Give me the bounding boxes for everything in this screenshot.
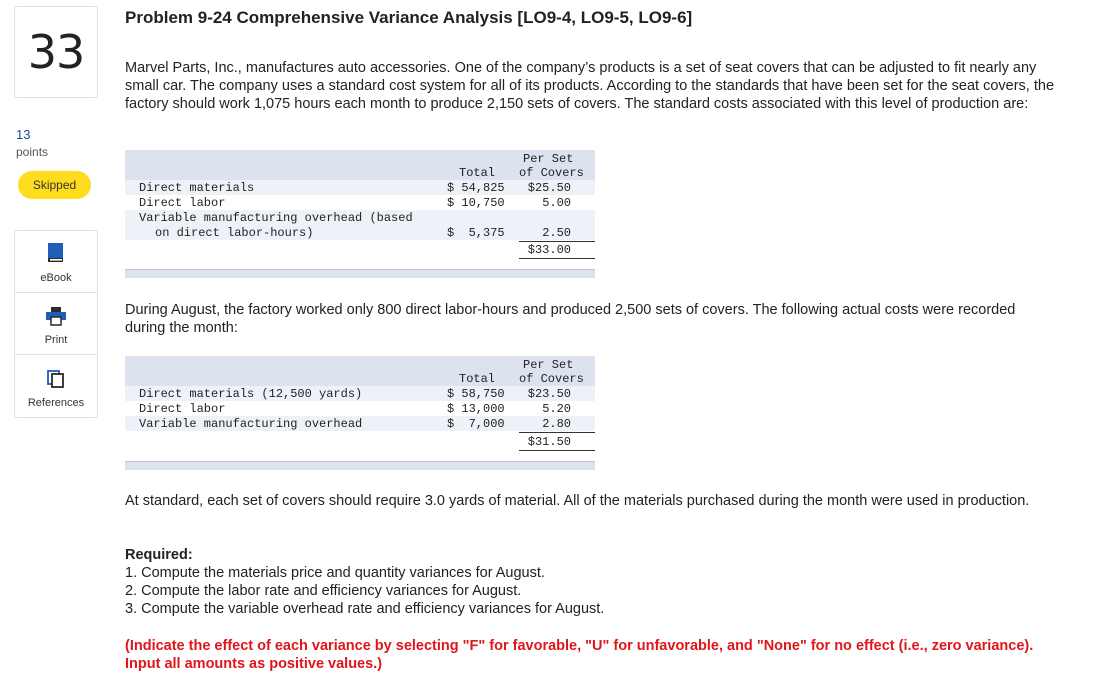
table-row-total: $ 10,750 bbox=[447, 196, 505, 210]
table-row-total: $ 54,825 bbox=[447, 181, 505, 195]
per-set-header-2: of Covers bbox=[519, 372, 584, 386]
question-number: 33 bbox=[27, 25, 85, 79]
table-sum-per-set: $33.00 bbox=[519, 243, 595, 259]
table-row-per-set: 2.50 bbox=[519, 226, 595, 242]
print-button[interactable] bbox=[15, 293, 97, 355]
references-button[interactable] bbox=[15, 355, 97, 417]
question-number-box bbox=[14, 6, 98, 98]
per-set-header-2: of Covers bbox=[519, 166, 584, 180]
table-row-total: $ 5,375 bbox=[447, 226, 505, 240]
print-label: Print bbox=[44, 334, 68, 346]
standard-paragraph: At standard, each set of covers should require 3.0 yards of material. All of the materials purchased during the month were used in production. bbox=[125, 493, 1030, 509]
actual-cost-table bbox=[125, 356, 595, 470]
table-row-per-set: $25.50 bbox=[527, 181, 571, 195]
required-item: 3. Compute the variable overhead rate and efficiency variances for August. bbox=[125, 601, 605, 617]
table-sum-per-set: $31.50 bbox=[519, 435, 595, 451]
ebook-button[interactable] bbox=[15, 231, 97, 293]
per-set-header-1: Per Set bbox=[523, 152, 574, 166]
table-row-label: Variable manufacturing overhead bbox=[139, 417, 363, 431]
standard-cost-table bbox=[125, 150, 595, 278]
table-row-per-set: 5.20 bbox=[542, 402, 571, 416]
required-heading: Required: bbox=[125, 547, 193, 563]
table-row-label: Direct materials bbox=[139, 181, 255, 195]
august-paragraph: During August, the factory worked only 800 direct labor-hours and produced 2,500 sets of covers. The following actual costs were recorded during the month: bbox=[125, 302, 1016, 336]
instruction-note: (Indicate the effect of each variance by selecting "F" for favorable, "U" for unfavorable, and "None" for no effect (i.e., zero variance). Input all amounts as positive values.) bbox=[125, 638, 1034, 672]
printer-icon bbox=[45, 306, 67, 326]
table-row-total: $ 7,000 bbox=[447, 417, 505, 431]
tools-panel bbox=[14, 230, 98, 418]
table-row-per-set: 2.80 bbox=[519, 417, 595, 433]
book-icon bbox=[46, 242, 66, 264]
per-set-header-1: Per Set bbox=[523, 358, 574, 372]
references-label: References bbox=[27, 397, 85, 409]
total-header: Total bbox=[459, 166, 496, 180]
table-row-label: Direct materials (12,500 yards) bbox=[139, 387, 363, 401]
total-header: Total bbox=[459, 372, 496, 386]
table-row-label: Direct labor bbox=[139, 402, 226, 416]
table-row-label: Variable manufacturing overhead (based bbox=[139, 211, 413, 225]
table-row-label-cont: on direct labor-hours) bbox=[155, 226, 314, 240]
required-item: 1. Compute the materials price and quantity variances for August. bbox=[125, 565, 545, 581]
references-icon bbox=[46, 369, 66, 389]
ebook-label: eBook bbox=[40, 272, 72, 284]
required-item: 2. Compute the labor rate and efficiency variances for August. bbox=[125, 583, 522, 599]
intro-paragraph: Marvel Parts, Inc., manufactures auto accessories. One of the company’s products is a set of seat covers that can be adjusted to fit nearly any small car. The company uses a standard cost system for all of its products. According to the standards that have been set for the seat covers, the factory should work 1,075 hours each month to produce 2,150 sets of covers. The standard costs associated with this level of production are: bbox=[125, 60, 1055, 112]
table-row-total: $ 58,750 bbox=[447, 387, 505, 401]
skipped-badge: Skipped bbox=[18, 171, 91, 199]
table-row-per-set: 5.00 bbox=[542, 196, 571, 210]
table-row-total: $ 13,000 bbox=[447, 402, 505, 416]
required-section bbox=[125, 546, 1055, 618]
points-label: points bbox=[16, 145, 49, 159]
table-row-per-set: $23.50 bbox=[527, 387, 571, 401]
table-row-label: Direct labor bbox=[139, 196, 226, 210]
points-value: 13 bbox=[16, 127, 31, 142]
problem-title: Problem 9-24 Comprehensive Variance Analysis [LO9-4, LO9-5, LO9-6] bbox=[125, 8, 693, 27]
